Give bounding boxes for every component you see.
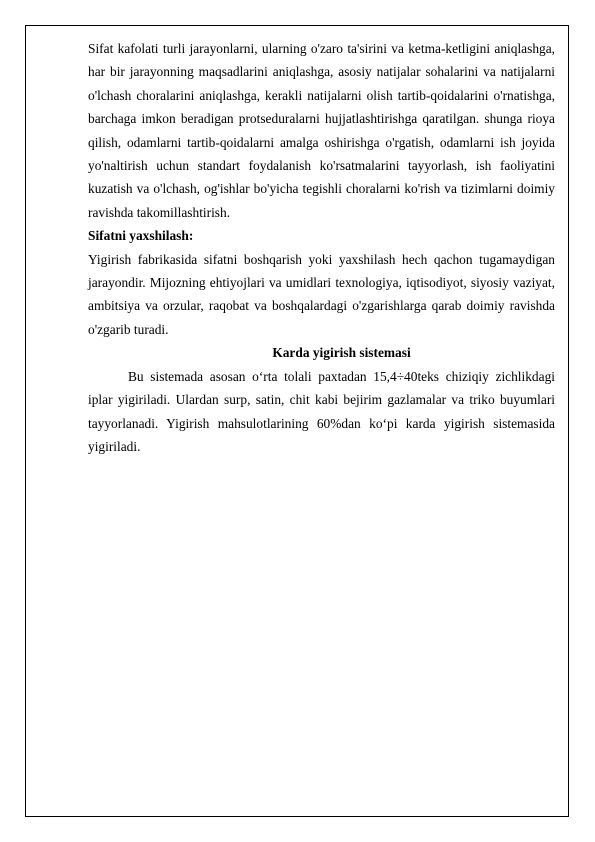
heading-carded-spinning-system: Karda yigirish sistemasi <box>272 345 411 361</box>
paragraph-carded-spinning-system: Bu sistemada asosan o‘rta tolali paxtadan 15,4÷40teks chiziqiy zichlikdagi iplar yigiriladi. Ulardan surp, satin, chit kabi bejirim gazlamalar va triko buyumlari tayyorlanadi. Yigirish mahsulotlarining 60%dan ko‘pi karda yigirish sistemasida yigiriladi. <box>88 368 555 454</box>
paragraph-quality-assurance: Sifat kafolati turli jarayonlarni, ularning o'zaro ta'sirini va ketma-ketligini aniqlashga, har bir jarayonning maqsadlarini aniqlashga, asosiy natijalar sohalarini va natijalarni o'lchash choralarini aniqlashga, kerakli natijalarni olish tartib-qoidalarini o'rnatishga, barchaga imkon beradigan protseduralarni hujjatlashtirishga qaratilgan. shunga rioya qilish, odamlarni tartib-qoidalarni amalga oshirishga o'rgatish, odamlarni ish joyida yo'naltirish uchun standart foydalanish ko'rsatmalarini tayyorlash, ish faoliyatini kuzatish va o'lchash, og'ishlar bo'yicha tegishli choralarni ko'rish va tizimlarni doimiy ravishda takomillashtirish. <box>88 41 555 220</box>
paragraph-quality-improvement: Yigirish fabrikasida sifatni boshqarish yoki yaxshilash hech qachon tugamaydigan jarayondir. Mijozning ehtiyojlari va umidlari texnologiya, iqtisodiyot, siyosiy vaziyat, ambitsiya va orzular, raqobat va boshqalardagi o'zgarishlarga qarab doimiy ravishda o'zgarib turadi. <box>88 251 555 337</box>
document-body <box>88 37 555 458</box>
heading-quality-improvement: Sifatni yaxshilash: <box>88 228 194 244</box>
